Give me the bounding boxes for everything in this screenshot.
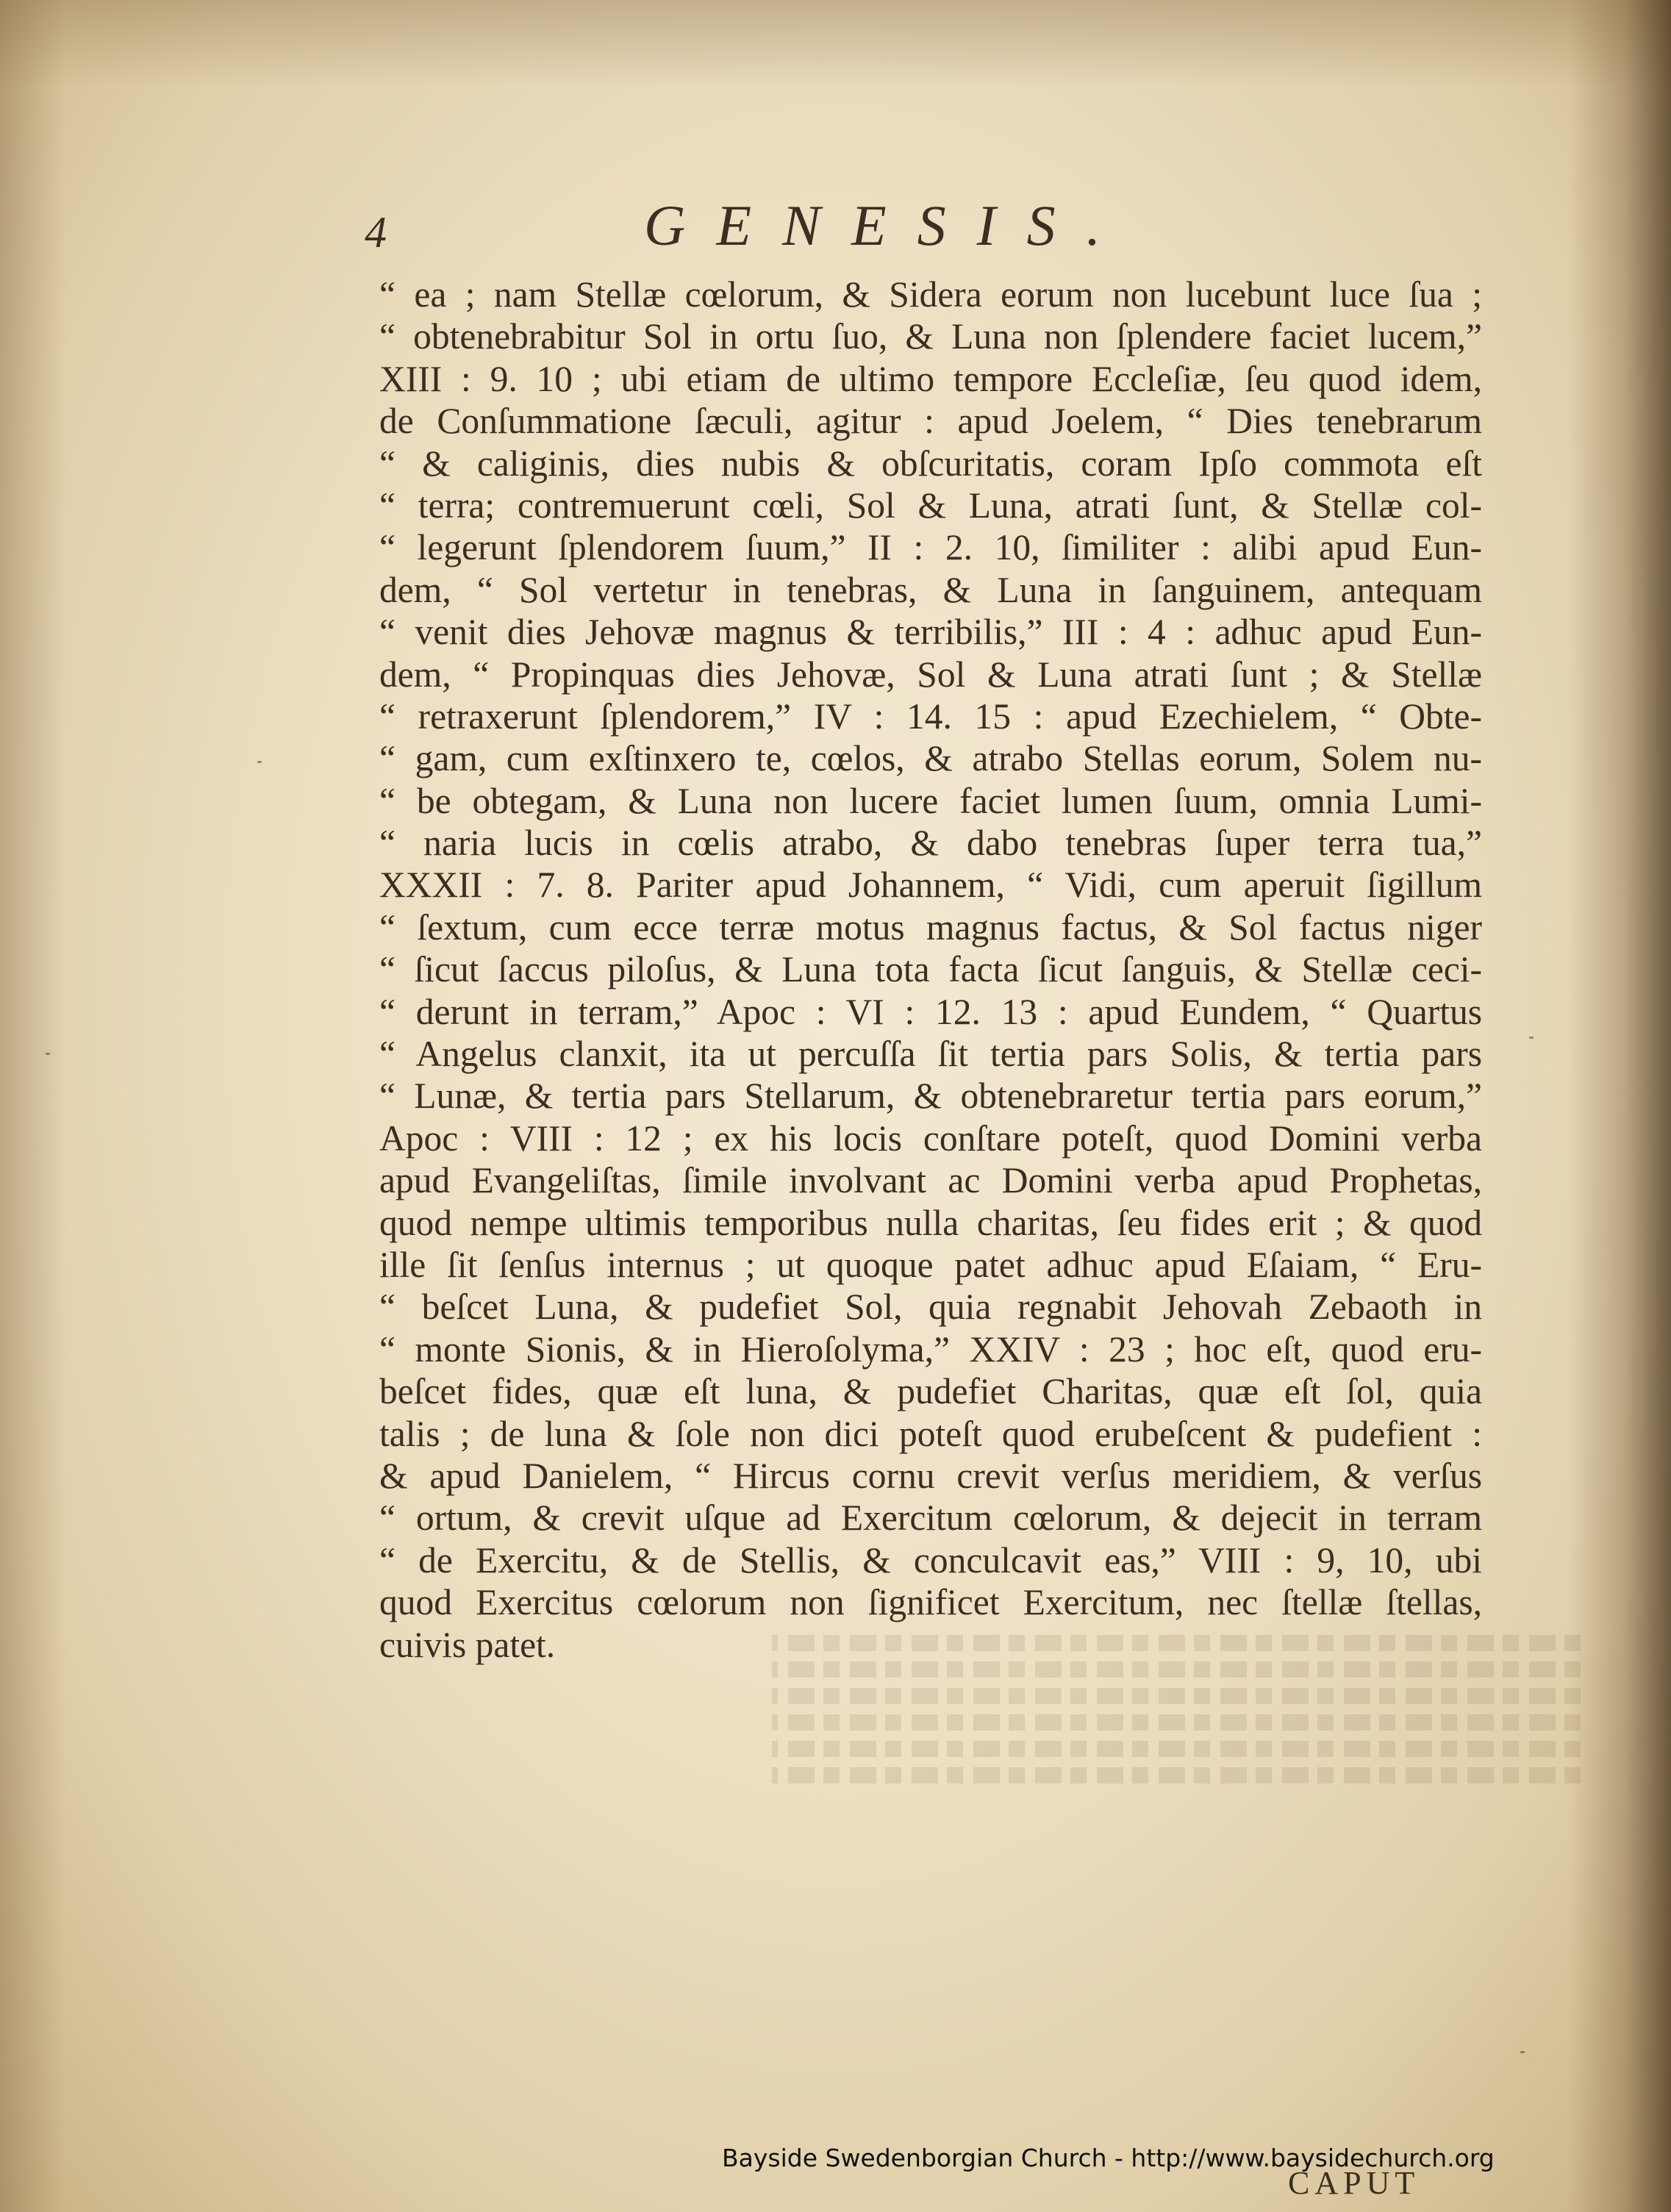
text-line: beſcet fides, quæ eſt luna, & pudefiet Charitas, quæ eſt ſol, quia	[379, 1371, 1482, 1412]
text-line: apud Evangeliſtas, ſimile involvant ac Domini verba apud Prophetas,	[379, 1160, 1482, 1201]
text-line: “ Lunæ, & tertia pars Stellarum, & obtenebraretur tertia pars eorum,”	[379, 1075, 1482, 1117]
text-line: “ derunt in terram,” Apoc : VI : 12. 13 : apud Eundem, “ Quartus	[379, 991, 1482, 1032]
text-line: & apud Danielem, “ Hircus cornu crevit verſus meridiem, & verſus	[379, 1455, 1482, 1496]
body-text	[379, 273, 1482, 1666]
text-line: XIII : 9. 10 ; ubi etiam de ultimo tempore Eccleſiæ, ſeu quod idem,	[379, 358, 1482, 399]
text-line: “ & caliginis, dies nubis & obſcuritatis, coram Ipſo commota eſt	[379, 443, 1482, 484]
text-line: “ obtenebrabitur Sol in ortu ſuo, & Luna non ſplendere faciet lucem,”	[379, 316, 1482, 357]
text-line: quod nempe ultimis temporibus nulla charitas, ſeu fides erit ; & quod	[379, 1202, 1482, 1243]
text-line: “ gam, cum exſtinxero te, cœlos, & atrabo Stellas eorum, Solem nu-	[379, 738, 1482, 779]
text-line: quod Exercitus cœlorum non ſignificet Exercitum, nec ſtellæ ſtellas,	[379, 1582, 1482, 1623]
text-line: talis ; de luna & ſole non dici poteſt quod erubeſcent & pudefient :	[379, 1413, 1482, 1454]
text-line: “ ſextum, cum ecce terræ motus magnus factus, & Sol factus niger	[379, 906, 1482, 948]
page-speck	[1520, 2051, 1525, 2053]
text-line: “ de Exercitu, & de Stellis, & conculcavit eas,” VIII : 9, 10, ubi	[379, 1539, 1482, 1581]
page-header	[365, 193, 1511, 273]
text-line: “ beſcet Luna, & pudefiet Sol, quia regnabit Jehovah Zebaoth in	[379, 1286, 1482, 1328]
page-top-shadow	[0, 0, 1671, 88]
running-title: GENESIS.	[644, 193, 1132, 257]
text-line: “ monte Sionis, & in Hieroſolyma,” XXIV : 23 ; hoc eſt, quod eru-	[379, 1328, 1482, 1370]
text-line: “ ortum, & crevit uſque ad Exercitum cœlorum, & dejecit in terram	[379, 1497, 1482, 1539]
text-line: dem, “ Sol vertetur in tenebras, & Luna in ſanguinem, antequam	[379, 569, 1482, 610]
text-line: “ terra; contremuerunt cœli, Sol & Luna, atrati ſunt, & Stellæ col-	[379, 484, 1482, 526]
text-line: “ be obtegam, & Luna non lucere faciet lumen ſuum, omnia Lumi-	[379, 780, 1482, 821]
page-speck	[46, 1053, 50, 1055]
page-left-shadow	[0, 0, 66, 2212]
binding-edge	[1568, 0, 1671, 2212]
text-line: “ ea ; nam Stellæ cœlorum, & Sidera eorum non lucebunt luce ſua ;	[379, 274, 1482, 315]
text-line: de Conſummatione ſæculi, agitur : apud Joelem, “ Dies tenebrarum	[379, 401, 1482, 442]
text-line: cuivis patet.	[379, 1624, 556, 1665]
text-line: Apoc : VIII : 12 ; ex his locis conſtare poteſt, quod Domini verba	[379, 1117, 1482, 1159]
text-line: “ venit dies Jehovæ magnus & terribilis,” III : 4 : adhuc apud Eun-	[379, 612, 1482, 653]
page-number: 4	[365, 208, 387, 257]
page-speck	[1529, 1037, 1534, 1039]
text-line: dem, “ Propinquas dies Jehovæ, Sol & Luna atrati ſunt ; & Stellæ	[379, 654, 1482, 695]
text-line: “ retraxerunt ſplendorem,” IV : 14. 15 : apud Ezechielem, “ Obte-	[379, 695, 1482, 737]
text-line: “ Angelus clanxit, ita ut percuſſa ſit tertia pars Solis, & tertia pars	[379, 1034, 1482, 1075]
text-line: “ naria lucis in cœlis atrabo, & dabo tenebras ſuper terra tua,”	[379, 823, 1482, 864]
text-line: “ ſicut ſaccus piloſus, & Luna tota facta ſicut ſanguis, & Stellæ ceci-	[379, 949, 1482, 990]
watermark: Bayside Swedenborgian Church - http://www.baysidechurch.org	[722, 2144, 1495, 2172]
catchword: CAPUT	[1288, 2165, 1420, 2201]
text-line: ille ſit ſenſus internus ; ut quoque patet adhuc apud Eſaiam, “ Eru-	[379, 1244, 1482, 1285]
text-line: “ legerunt ſplendorem ſuum,” II : 2. 10, ſimiliter : alibi apud Eun-	[379, 527, 1482, 568]
text-line: XXXII : 7. 8. Pariter apud Johannem, “ Vidi, cum aperuit ſigillum	[379, 865, 1482, 906]
page-speck	[257, 761, 262, 763]
